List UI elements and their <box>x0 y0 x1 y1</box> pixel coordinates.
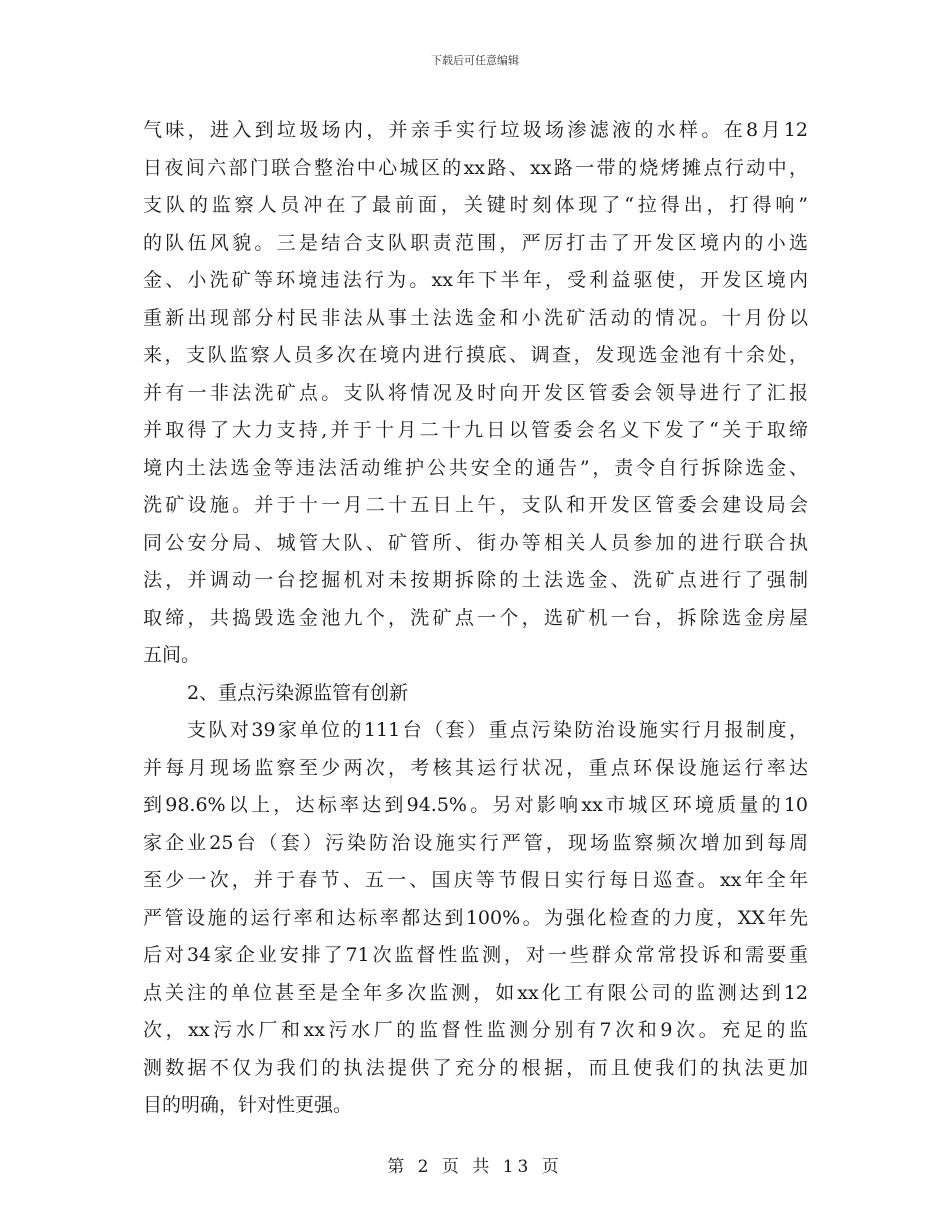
text-line: 后对34家企业安排了71次监督性监测，对一些群众常常投诉和需要重 <box>143 944 808 966</box>
text-line: 次，xx污水厂和xx污水厂的监督性监测分别有7次和9次。充足的监 <box>143 1019 808 1041</box>
text-line: 的队伍风貌。三是结合支队职责范围，严厉打击了开发区境内的小选 <box>143 231 808 254</box>
text-line: 取缔，共捣毁选金池九个，洗矿点一个，选矿机一台，拆除选金房屋 <box>143 606 808 629</box>
text-line: 境内土法选金等违法活动维护公共安全的通告”，责令自行拆除选金、 <box>143 456 808 479</box>
text-line: 家企业25台（套）污染防治设施实行严管，现场监察频次增加到每周 <box>143 831 808 854</box>
text-line: 来，支队监察人员多次在境内进行摸底、调查，发现选金池有十余处， <box>143 344 808 366</box>
text-line: 法，并调动一台挖掘机对未按期拆除的土法选金、洗矿点进行了强制 <box>143 569 808 591</box>
text-line: 支队的监察人员冲在了最前面，关键时刻体现了“拉得出，打得响” <box>143 194 808 216</box>
section-heading: 2、重点污染源监管有创新 <box>187 681 409 704</box>
text-line: 到98.6%以上，达标率达到94.5%。另对影响xx市城区环境质量的10 <box>143 794 808 816</box>
text-line: 测数据不仅为我们的执法提供了充分的根据，而且使我们的执法更加 <box>143 1056 808 1079</box>
text-line: 五间。 <box>143 644 201 666</box>
text-line: 日夜间六部门联合整治中心城区的xx路、xx路一带的烧烤摊点行动中， <box>143 156 808 179</box>
text-line: 金、小洗矿等环境违法行为。xx年下半年，受利益驱使，开发区境内 <box>143 269 808 291</box>
text-line: 气味，进入到垃圾场内，并亲手实行垃圾场渗滤液的水样。在8月12 <box>143 119 808 141</box>
text-line: 支队对39家单位的111台（套）重点污染防治设施实行月报制度， <box>187 719 808 741</box>
text-line: 洗矿设施。并于十一月二十五日上午，支队和开发区管委会建设局会 <box>143 494 808 516</box>
text-line: 至少一次，并于春节、五一、国庆等节假日实行每日巡查。xx年全年 <box>143 869 808 891</box>
document-body <box>143 112 808 1125</box>
text-line: 并有一非法洗矿点。支队将情况及时向开发区管委会领导进行了汇报 <box>143 381 808 404</box>
page-number-footer: 第 2 页 共 13 页 <box>387 1157 563 1177</box>
text-line: 同公安分局、城管大队、矿管所、街办等相关人员参加的进行联合执 <box>143 531 808 554</box>
text-line: 严管设施的运行率和达标率都达到100%。为强化检查的力度，XX年先 <box>143 906 808 929</box>
text-line: 重新出现部分村民非法从事土法选金和小洗矿活动的情况。十月份以 <box>143 306 808 329</box>
text-line: 并每月现场监察至少两次，考核其运行状况，重点环保设施运行率达 <box>143 756 808 779</box>
page-header: 下载后可任意编辑 <box>431 54 519 67</box>
text-line: 点关注的单位甚至是全年多次监测，如xx化工有限公司的监测达到12 <box>143 981 808 1004</box>
text-line: 并取得了大力支持,并于十月二十九日以管委会名义下发了“关于取缔 <box>143 419 808 441</box>
text-line: 目的明确，针对性更强。 <box>143 1094 353 1116</box>
